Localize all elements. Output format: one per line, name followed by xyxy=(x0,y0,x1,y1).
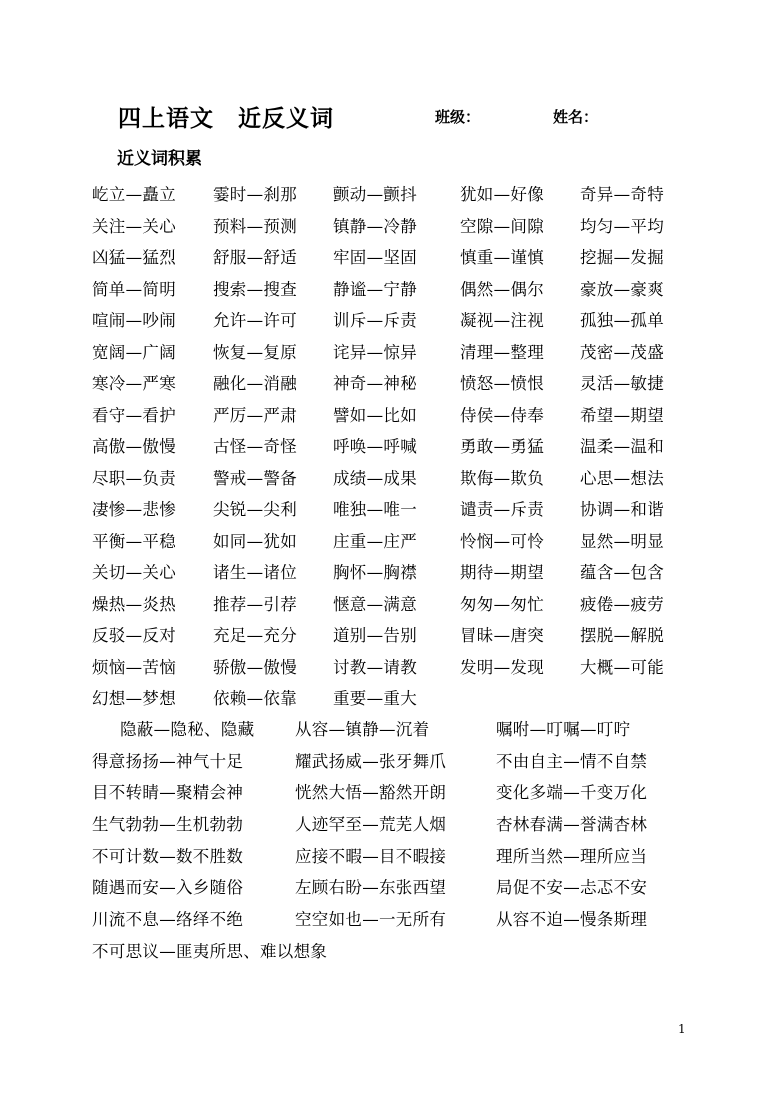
synonym-pair: 牢固—坚固 xyxy=(333,248,417,267)
synonym-pair: 发明—发现 xyxy=(460,657,544,677)
synonym-pair: 道别—告别 xyxy=(333,626,417,645)
synonym-pair: 大概—可能 xyxy=(580,657,664,677)
idiom-pair: 得意扬扬—神气十足 xyxy=(92,751,244,771)
idiom-pair: 局促不安—忐忑不安 xyxy=(496,878,648,898)
idiom-pair: 嘱咐—叮嘱—叮咛 xyxy=(496,720,631,739)
topic-title: 近反义词 xyxy=(238,105,334,132)
synonym-pair: 平衡—平稳 xyxy=(92,531,176,551)
synonym-pair: 灵活—敏捷 xyxy=(580,374,664,393)
synonym-pair: 凄惨—悲惨 xyxy=(92,500,176,519)
synonym-pair: 镇静—冷静 xyxy=(333,216,417,236)
idiom-pair: 不可思议—匪夷所思、难以想象 xyxy=(92,941,328,961)
idiom-row xyxy=(92,938,712,970)
synonym-pair: 茂密—茂盛 xyxy=(580,342,664,362)
synonym-pair: 警戒—警备 xyxy=(213,468,297,488)
synonym-pair: 凶猛—猛烈 xyxy=(92,248,176,267)
synonym-row xyxy=(92,276,712,308)
synonym-row xyxy=(92,370,712,402)
idiom-row xyxy=(92,748,712,780)
name-label: 姓名： xyxy=(553,108,599,126)
synonym-pair: 愤怒—愤恨 xyxy=(460,374,544,393)
idiom-pair: 理所当然—理所应当 xyxy=(496,846,648,866)
synonym-pair: 清理—整理 xyxy=(460,342,544,362)
synonym-pair: 奇异—奇特 xyxy=(580,185,664,204)
synonym-row xyxy=(92,402,712,434)
synonym-pair: 犹如—好像 xyxy=(460,185,544,204)
synonym-row xyxy=(92,654,712,686)
synonym-pair: 严厉—严肃 xyxy=(213,405,297,425)
synonym-pair: 挖掘—发掘 xyxy=(580,248,664,267)
synonym-pair: 显然—明显 xyxy=(580,531,664,551)
synonym-pair: 譬如—比如 xyxy=(333,405,417,425)
synonym-row xyxy=(92,622,712,654)
synonym-row xyxy=(92,496,712,528)
idiom-list xyxy=(92,716,712,970)
synonym-pair: 颤动—颤抖 xyxy=(333,185,417,204)
synonym-pair: 重要—重大 xyxy=(333,689,417,708)
page-number: 1 xyxy=(678,1022,686,1036)
synonym-row xyxy=(92,685,712,717)
idiom-pair: 左顾右盼—东张西望 xyxy=(295,878,447,898)
synonym-pair: 慎重—谨慎 xyxy=(460,248,544,267)
idiom-row xyxy=(92,716,712,748)
synonym-pair: 神奇—神秘 xyxy=(333,374,417,393)
synonym-pair: 恢复—复原 xyxy=(213,342,297,362)
idiom-pair: 人迹罕至—荒芜人烟 xyxy=(295,815,447,835)
synonym-pair: 高傲—傲慢 xyxy=(92,437,176,456)
synonym-pair: 怜悯—可怜 xyxy=(460,531,544,551)
synonym-pair: 反驳—反对 xyxy=(92,626,176,645)
synonym-pair: 冒昧—唐突 xyxy=(460,626,544,645)
synonym-pair: 温柔—温和 xyxy=(580,437,664,456)
synonym-row xyxy=(92,339,712,371)
synonym-pair: 呼唤—呼喊 xyxy=(333,437,417,456)
synonym-pair: 推荐—引荐 xyxy=(213,594,297,614)
synonym-pair: 看守—看护 xyxy=(92,405,176,425)
synonym-pair: 庄重—庄严 xyxy=(333,531,417,551)
synonym-pair: 尽职—负责 xyxy=(92,468,176,488)
synonym-pair: 宽阔—广阔 xyxy=(92,342,176,362)
synonym-pair: 成绩—成果 xyxy=(333,468,417,488)
synonym-pair: 喧闹—吵闹 xyxy=(92,311,176,330)
synonym-pair: 幻想—梦想 xyxy=(92,689,176,708)
idiom-pair: 耀武扬威—张牙舞爪 xyxy=(295,751,447,771)
synonym-pair: 讨教—请教 xyxy=(333,657,417,677)
idiom-pair: 不由自主—情不自禁 xyxy=(496,751,648,771)
page-title xyxy=(118,100,334,133)
synonym-pair: 偶然—偶尔 xyxy=(460,279,544,299)
synonym-row xyxy=(92,244,712,276)
synonym-pair: 侍侯—侍奉 xyxy=(460,405,544,425)
synonym-row xyxy=(92,528,712,560)
idiom-row xyxy=(92,843,712,875)
synonym-pair: 如同—犹如 xyxy=(213,531,297,551)
synonym-pair: 豪放—豪爽 xyxy=(580,279,664,299)
synonym-row xyxy=(92,465,712,497)
synonym-pair: 预料—预测 xyxy=(213,216,297,236)
synonym-pair: 谴责—斥责 xyxy=(460,500,544,519)
synonym-pair: 惬意—满意 xyxy=(333,594,417,614)
synonym-pair: 心思—想法 xyxy=(580,468,664,488)
synonym-pair: 屹立—矗立 xyxy=(92,185,176,204)
synonym-pair: 诸生—诸位 xyxy=(213,563,297,582)
synonym-pair: 骄傲—傲慢 xyxy=(213,657,297,677)
idiom-pair: 不可计数—数不胜数 xyxy=(92,846,244,866)
synonym-pair: 静谧—宁静 xyxy=(333,279,417,299)
idiom-pair: 应接不暇—目不暇接 xyxy=(295,846,447,866)
idiom-pair: 从容不迫—慢条斯理 xyxy=(496,910,648,930)
subject-title: 四上语文 xyxy=(118,105,214,132)
idiom-row xyxy=(92,811,712,843)
synonym-pair: 关注—关心 xyxy=(92,216,176,236)
synonym-pair: 舒服—舒适 xyxy=(213,248,297,267)
synonym-pair: 融化—消融 xyxy=(213,374,297,393)
synonym-pair: 勇敢—勇猛 xyxy=(460,437,544,456)
class-label: 班级： xyxy=(435,108,481,126)
synonym-pair: 胸怀—胸襟 xyxy=(333,563,417,582)
idiom-pair: 目不转睛—聚精会神 xyxy=(92,783,244,803)
synonym-row xyxy=(92,213,712,245)
synonym-pair: 摆脱—解脱 xyxy=(580,626,664,645)
synonym-pair: 燥热—炎热 xyxy=(92,594,176,614)
synonym-row xyxy=(92,591,712,623)
idiom-pair: 隐蔽—隐秘、隐藏 xyxy=(120,720,255,739)
synonym-row xyxy=(92,181,712,213)
synonym-pair: 充足—充分 xyxy=(213,626,297,645)
synonym-pair: 唯独—唯一 xyxy=(333,500,417,519)
synonym-pair: 搜索—搜查 xyxy=(213,279,297,299)
idiom-row xyxy=(92,874,712,906)
synonym-pair: 欺侮—欺负 xyxy=(460,468,544,488)
synonym-pair: 诧异—惊异 xyxy=(333,342,417,362)
synonym-pair: 疲倦—疲劳 xyxy=(580,594,664,614)
synonym-pair: 孤独—孤单 xyxy=(580,311,664,330)
idiom-pair: 空空如也—一无所有 xyxy=(295,910,447,930)
synonym-pair: 训斥—斥责 xyxy=(333,311,417,330)
synonym-pair: 协调—和谐 xyxy=(580,500,664,519)
synonym-pair: 期待—期望 xyxy=(460,563,544,582)
idiom-pair: 从容—镇静—沉着 xyxy=(295,720,430,739)
synonym-pair: 关切—关心 xyxy=(92,563,176,582)
synonym-pair: 尖锐—尖利 xyxy=(213,500,297,519)
synonym-pair: 简单—简明 xyxy=(92,279,176,299)
synonym-row xyxy=(92,559,712,591)
synonym-row xyxy=(92,433,712,465)
synonym-row xyxy=(92,307,712,339)
section-title: 近义词积累 xyxy=(117,149,202,169)
synonym-grid xyxy=(92,181,712,717)
idiom-pair: 变化多端—千变万化 xyxy=(496,783,648,803)
idiom-row xyxy=(92,906,712,938)
synonym-pair: 匆匆—匆忙 xyxy=(460,594,544,614)
synonym-pair: 蕴含—包含 xyxy=(580,563,664,582)
synonym-pair: 寒冷—严寒 xyxy=(92,374,176,393)
synonym-pair: 希望—期望 xyxy=(580,405,664,425)
synonym-pair: 允许—许可 xyxy=(213,311,297,330)
synonym-pair: 凝视—注视 xyxy=(460,311,544,330)
idiom-row xyxy=(92,779,712,811)
idiom-pair: 随遇而安—入乡随俗 xyxy=(92,878,244,898)
idiom-pair: 生气勃勃—生机勃勃 xyxy=(92,815,244,835)
synonym-pair: 古怪—奇怪 xyxy=(213,437,297,456)
synonym-pair: 烦恼—苦恼 xyxy=(92,657,176,677)
idiom-pair: 川流不息—络绎不绝 xyxy=(92,910,244,930)
synonym-pair: 空隙—间隙 xyxy=(460,216,544,236)
idiom-pair: 杏林春满—誉满杏林 xyxy=(496,815,648,835)
idiom-pair: 恍然大悟—豁然开朗 xyxy=(295,783,447,803)
synonym-pair: 霎时—刹那 xyxy=(213,185,297,204)
synonym-pair: 均匀—平均 xyxy=(580,216,664,236)
synonym-pair: 依赖—依靠 xyxy=(213,689,297,708)
